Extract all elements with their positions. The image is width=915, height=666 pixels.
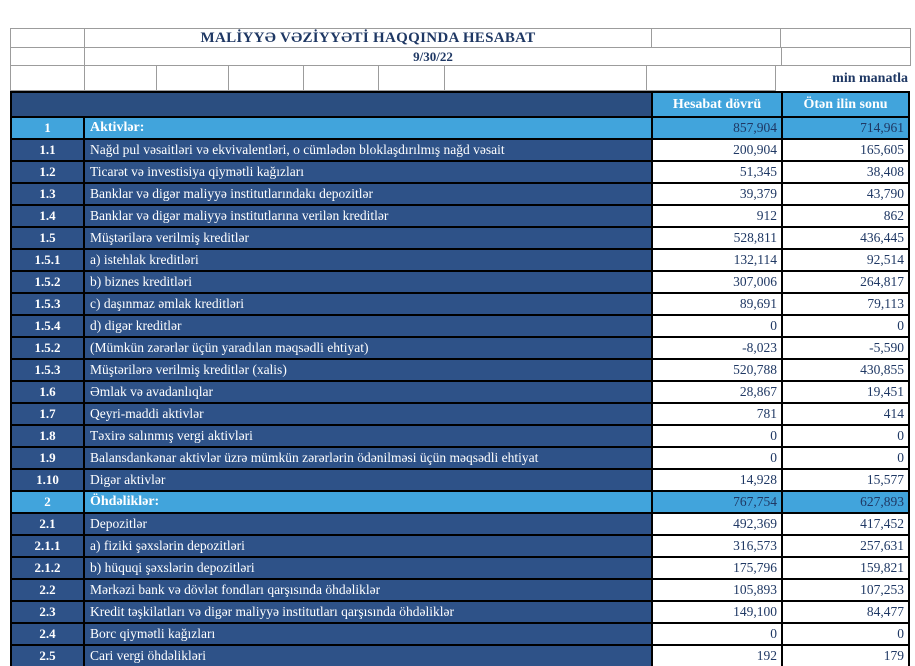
row-current-value-cell: 857,904 (653, 118, 783, 138)
row-previous-value-cell: 79,113 (783, 294, 908, 314)
row-label-cell: Qeyri-maddi aktivlər (85, 404, 653, 424)
empty-cell (651, 28, 781, 48)
table-row (12, 316, 908, 338)
row-previous-value-cell: 107,253 (783, 580, 908, 600)
row-current-value-cell: 767,754 (653, 492, 783, 512)
row-label-cell: Depozitlər (85, 514, 653, 534)
row-number-cell: 1.3 (12, 184, 85, 204)
row-number-cell: 1.5.3 (12, 294, 85, 314)
row-number-cell: 1.5.4 (12, 316, 85, 336)
table-row (12, 536, 908, 558)
row-current-value-cell: 175,796 (653, 558, 783, 578)
row-previous-value-cell: 84,477 (783, 602, 908, 622)
empty-cell (781, 47, 911, 66)
table-row (12, 118, 908, 140)
row-previous-value-cell: 627,893 (783, 492, 908, 512)
row-number-cell: 1.4 (12, 206, 85, 226)
row-previous-value-cell: 257,631 (783, 536, 908, 556)
row-label-cell: Ticarət və investisiya qiymətli kağızları (85, 162, 653, 182)
table-row (12, 470, 908, 492)
row-label-cell: Nağd pul vəsaitləri və ekvivalentləri, o cümlədən bloklaşdırılmış nağd vəsait (85, 140, 653, 160)
row-number-cell: 1.2 (12, 162, 85, 182)
row-current-value-cell: 492,369 (653, 514, 783, 534)
row-previous-value-cell: 0 (783, 624, 908, 644)
row-current-value-cell: 0 (653, 448, 783, 468)
table-body (12, 118, 908, 666)
row-current-value-cell: 0 (653, 624, 783, 644)
row-current-value-cell: 28,867 (653, 382, 783, 402)
table-row (12, 272, 908, 294)
row-number-cell: 1.5.1 (12, 250, 85, 270)
empty-cell (444, 65, 647, 91)
column-header-previous: Ötən ilin sonu (783, 93, 908, 116)
empty-cell (378, 65, 445, 91)
row-previous-value-cell: 43,790 (783, 184, 908, 204)
row-current-value-cell: 149,100 (653, 602, 783, 622)
row-previous-value-cell: 92,514 (783, 250, 908, 270)
row-label-cell: Banklar və digər maliyyə institutlarındakı depozitlər (85, 184, 653, 204)
report-date: 9/30/22 (84, 47, 782, 66)
row-previous-value-cell: 0 (783, 448, 908, 468)
row-label-cell: d) digər kreditlər (85, 316, 653, 336)
table-row (12, 404, 908, 426)
row-number-cell: 1.7 (12, 404, 85, 424)
table-row (12, 294, 908, 316)
row-number-cell: 2.5 (12, 646, 85, 666)
row-number-cell: 1.5.2 (12, 338, 85, 358)
row-label-cell: (Mümkün zərərlər üçün yaradılan məqsədli ehtiyat) (85, 338, 653, 358)
row-number-cell: 2.1 (12, 514, 85, 534)
row-label-cell: Müştərilərə verilmiş kreditlər (85, 228, 653, 248)
row-previous-value-cell: 436,445 (783, 228, 908, 248)
row-label-cell: a) istehlak kreditləri (85, 250, 653, 270)
row-current-value-cell: 200,904 (653, 140, 783, 160)
row-label-cell: Əmlak və avadanlıqlar (85, 382, 653, 402)
row-current-value-cell: 51,345 (653, 162, 783, 182)
row-previous-value-cell: 417,452 (783, 514, 908, 534)
table-row (12, 360, 908, 382)
empty-cell (10, 28, 85, 48)
row-current-value-cell: 316,573 (653, 536, 783, 556)
empty-cell (780, 28, 911, 48)
table-row (12, 624, 908, 646)
row-current-value-cell: 105,893 (653, 580, 783, 600)
column-header-current: Hesabat dövrü (653, 93, 783, 116)
table-row (12, 228, 908, 250)
row-current-value-cell: 132,114 (653, 250, 783, 270)
row-current-value-cell: 528,811 (653, 228, 783, 248)
date-row (10, 47, 910, 65)
row-current-value-cell: 912 (653, 206, 783, 226)
row-number-cell: 1.1 (12, 140, 85, 160)
header-spacer-cell (12, 93, 653, 116)
row-label-cell: a) fiziki şəxslərin depozitləri (85, 536, 653, 556)
table-grid (10, 91, 910, 666)
row-label-cell: Müştərilərə verilmiş kreditlər (xalis) (85, 360, 653, 380)
row-current-value-cell: 781 (653, 404, 783, 424)
row-number-cell: 2.4 (12, 624, 85, 644)
table-row (12, 184, 908, 206)
row-label-cell: Öhdəliklər: (85, 492, 653, 512)
row-label-cell: Balansdankənar aktivlər üzrə mümkün zərərlərin ödənilməsi üçün məqsədli ehtiyat (85, 448, 653, 468)
row-label-cell: Təxirə salınmış vergi aktivləri (85, 426, 653, 446)
row-label-cell: Kredit təşkilatları və digər maliyyə institutları qarşısında öhdəliklər (85, 602, 653, 622)
table-row (12, 162, 908, 184)
row-previous-value-cell: 862 (783, 206, 908, 226)
row-number-cell: 1.6 (12, 382, 85, 402)
unit-note: min manatla (832, 71, 908, 86)
row-previous-value-cell: 0 (783, 426, 908, 446)
table-row (12, 140, 908, 162)
row-current-value-cell: 520,788 (653, 360, 783, 380)
row-previous-value-cell: 15,577 (783, 470, 908, 490)
row-number-cell: 2.1.1 (12, 536, 85, 556)
row-number-cell: 1.9 (12, 448, 85, 468)
row-label-cell: b) biznes kreditləri (85, 272, 653, 292)
row-label-cell: Banklar və digər maliyyə institutlarına verilən kreditlər (85, 206, 653, 226)
row-previous-value-cell: 165,605 (783, 140, 908, 160)
report-title: MALİYYƏ VƏZİYYƏTİ HAQQINDA HESABAT (84, 28, 652, 48)
row-label-cell: Cari vergi öhdəlikləri (85, 646, 653, 666)
row-current-value-cell: 89,691 (653, 294, 783, 314)
row-current-value-cell: 192 (653, 646, 783, 666)
table-row (12, 580, 908, 602)
row-previous-value-cell: 430,855 (783, 360, 908, 380)
row-number-cell: 1.5 (12, 228, 85, 248)
table-row (12, 558, 908, 580)
row-previous-value-cell: 19,451 (783, 382, 908, 402)
row-previous-value-cell: 159,821 (783, 558, 908, 578)
row-current-value-cell: 0 (653, 426, 783, 446)
row-previous-value-cell: 264,817 (783, 272, 908, 292)
row-current-value-cell: 39,379 (653, 184, 783, 204)
row-label-cell: Aktivlər: (85, 118, 653, 138)
row-current-value-cell: 307,006 (653, 272, 783, 292)
row-number-cell: 1.5.3 (12, 360, 85, 380)
empty-cell (228, 65, 304, 91)
row-previous-value-cell: 414 (783, 404, 908, 424)
table-row (12, 206, 908, 228)
statement-table (10, 28, 910, 666)
table-row (12, 492, 908, 514)
row-number-cell: 1.8 (12, 426, 85, 446)
empty-cell (84, 65, 157, 91)
table-row (12, 448, 908, 470)
row-number-cell: 1.10 (12, 470, 85, 490)
row-number-cell: 2.1.2 (12, 558, 85, 578)
empty-cell (303, 65, 379, 91)
row-label-cell: c) daşınmaz əmlak kreditləri (85, 294, 653, 314)
table-row (12, 250, 908, 272)
row-previous-value-cell: 714,961 (783, 118, 908, 138)
row-label-cell: Digər aktivlər (85, 470, 653, 490)
unit-row (10, 65, 910, 90)
row-number-cell: 1 (12, 118, 85, 138)
row-previous-value-cell: 179 (783, 646, 908, 666)
row-number-cell: 2 (12, 492, 85, 512)
row-previous-value-cell: 0 (783, 316, 908, 336)
empty-cell (156, 65, 229, 91)
row-label-cell: Borc qiymətli kağızları (85, 624, 653, 644)
table-row (12, 382, 908, 404)
row-label-cell: b) hüquqi şəxslərin depozitləri (85, 558, 653, 578)
row-current-value-cell: -8,023 (653, 338, 783, 358)
title-row (10, 28, 910, 47)
row-current-value-cell: 0 (653, 316, 783, 336)
empty-cell (10, 65, 85, 91)
table-row (12, 426, 908, 448)
row-current-value-cell: 14,928 (653, 470, 783, 490)
row-previous-value-cell: 38,408 (783, 162, 908, 182)
column-header-row (12, 93, 908, 118)
row-label-cell: Mərkəzi bank və dövlət fondları qarşısında öhdəliklər (85, 580, 653, 600)
empty-cell (10, 47, 85, 66)
row-previous-value-cell: -5,590 (783, 338, 908, 358)
row-number-cell: 2.2 (12, 580, 85, 600)
row-number-cell: 1.5.2 (12, 272, 85, 292)
empty-cell (646, 65, 776, 91)
table-row (12, 338, 908, 360)
table-row (12, 602, 908, 624)
row-number-cell: 2.3 (12, 602, 85, 622)
table-row (12, 646, 908, 666)
table-row (12, 514, 908, 536)
